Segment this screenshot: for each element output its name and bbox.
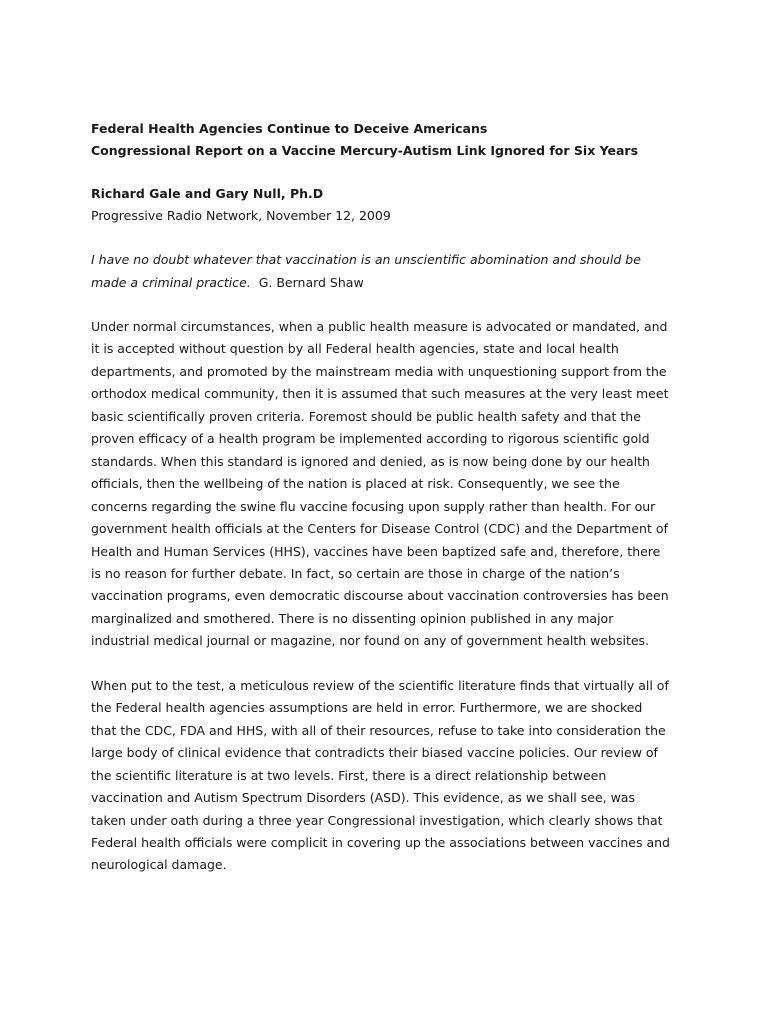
- quote-line-2: made a criminal practice.: [91, 274, 251, 290]
- paragraph-line: large body of clinical evidence that contradicts their biased vaccine policies. Our review of: [91, 745, 658, 761]
- paragraph-1: [91, 316, 681, 653]
- article-source: Progressive Radio Network, November 12, 2009: [91, 208, 391, 223]
- paragraph-line: taken under oath during a three year Congressional investigation, which clearly shows that: [91, 812, 663, 828]
- quote-attribution: G. Bernard Shaw: [258, 274, 364, 290]
- paragraph-line: neurological damage.: [91, 857, 227, 873]
- quote-line-1: I have no doubt whatever that vaccination is an unscientific abomination and should be: [91, 252, 641, 267]
- paragraph-line: When put to the test, a meticulous review of the scientific literature finds that virtually all of: [91, 677, 669, 693]
- paragraph-line: departments, and promoted by the mainstream media with unquestioning support from the: [91, 363, 667, 379]
- paragraph-line: officials, then the wellbeing of the nation is placed at risk. Consequently, we see the: [91, 476, 620, 492]
- paragraph-line: proven efficacy of a health program be implemented according to rigorous scientific gold: [91, 431, 650, 447]
- paragraph-line: orthodox medical community, then it is assumed that such measures at the very least meet: [91, 386, 669, 402]
- paragraph-line: government health officials at the Centers for Disease Control (CDC) and the Department of: [91, 521, 668, 537]
- paragraph-line: industrial medical journal or magazine, nor found on any of government health websites.: [91, 633, 650, 649]
- paragraph-line: concerns regarding the swine flu vaccine focusing upon supply rather than health. For our: [91, 498, 656, 514]
- paragraph-line: marginalized and smothered. There is no dissenting opinion published in any major: [91, 610, 614, 626]
- paragraph-line: basic scientifically proven criteria. Foremost should be public health safety and that the: [91, 408, 641, 424]
- paragraph-line: vaccination and Autism Spectrum Disorders (ASD). This evidence, as we shall see, was: [91, 790, 635, 806]
- paragraph-line: is no reason for further debate. In fact, so certain are those in charge of the nation’s: [91, 565, 620, 581]
- paragraph-line: Under normal circumstances, when a public health measure is advocated or mandated, and: [91, 319, 668, 334]
- paragraph-line: the scientific literature is at two levels. First, there is a direct relationship between: [91, 767, 607, 783]
- paragraph-line: the Federal health agencies assumptions are held in error. Furthermore, we are shocked: [91, 700, 643, 716]
- article-title: Federal Health Agencies Continue to Deceive Americans: [91, 121, 488, 136]
- paragraph-line: Federal health officials were complicit in covering up the associations between vaccines and: [91, 834, 670, 850]
- epigraph-quote: [91, 249, 681, 294]
- paragraph-line: that the CDC, FDA and HHS, with all of their resources, refuse to take into consideration the: [91, 722, 666, 738]
- article-authors: Richard Gale and Gary Null, Ph.D: [91, 186, 324, 201]
- paragraph-2: [91, 675, 681, 877]
- paragraph-line: it is accepted without question by all Federal health agencies, state and local health: [91, 341, 619, 357]
- paragraph-line: vaccination programs, even democratic discourse about vaccination controversies has been: [91, 588, 669, 604]
- article-subtitle: Congressional Report on a Vaccine Mercury-Autism Link Ignored for Six Years: [91, 143, 639, 158]
- paragraph-line: Health and Human Services (HHS), vaccines have been baptized safe and, therefore, there: [91, 543, 661, 559]
- paragraph-line: standards. When this standard is ignored and denied, as is now being done by our health: [91, 453, 650, 469]
- document-page: [91, 118, 681, 877]
